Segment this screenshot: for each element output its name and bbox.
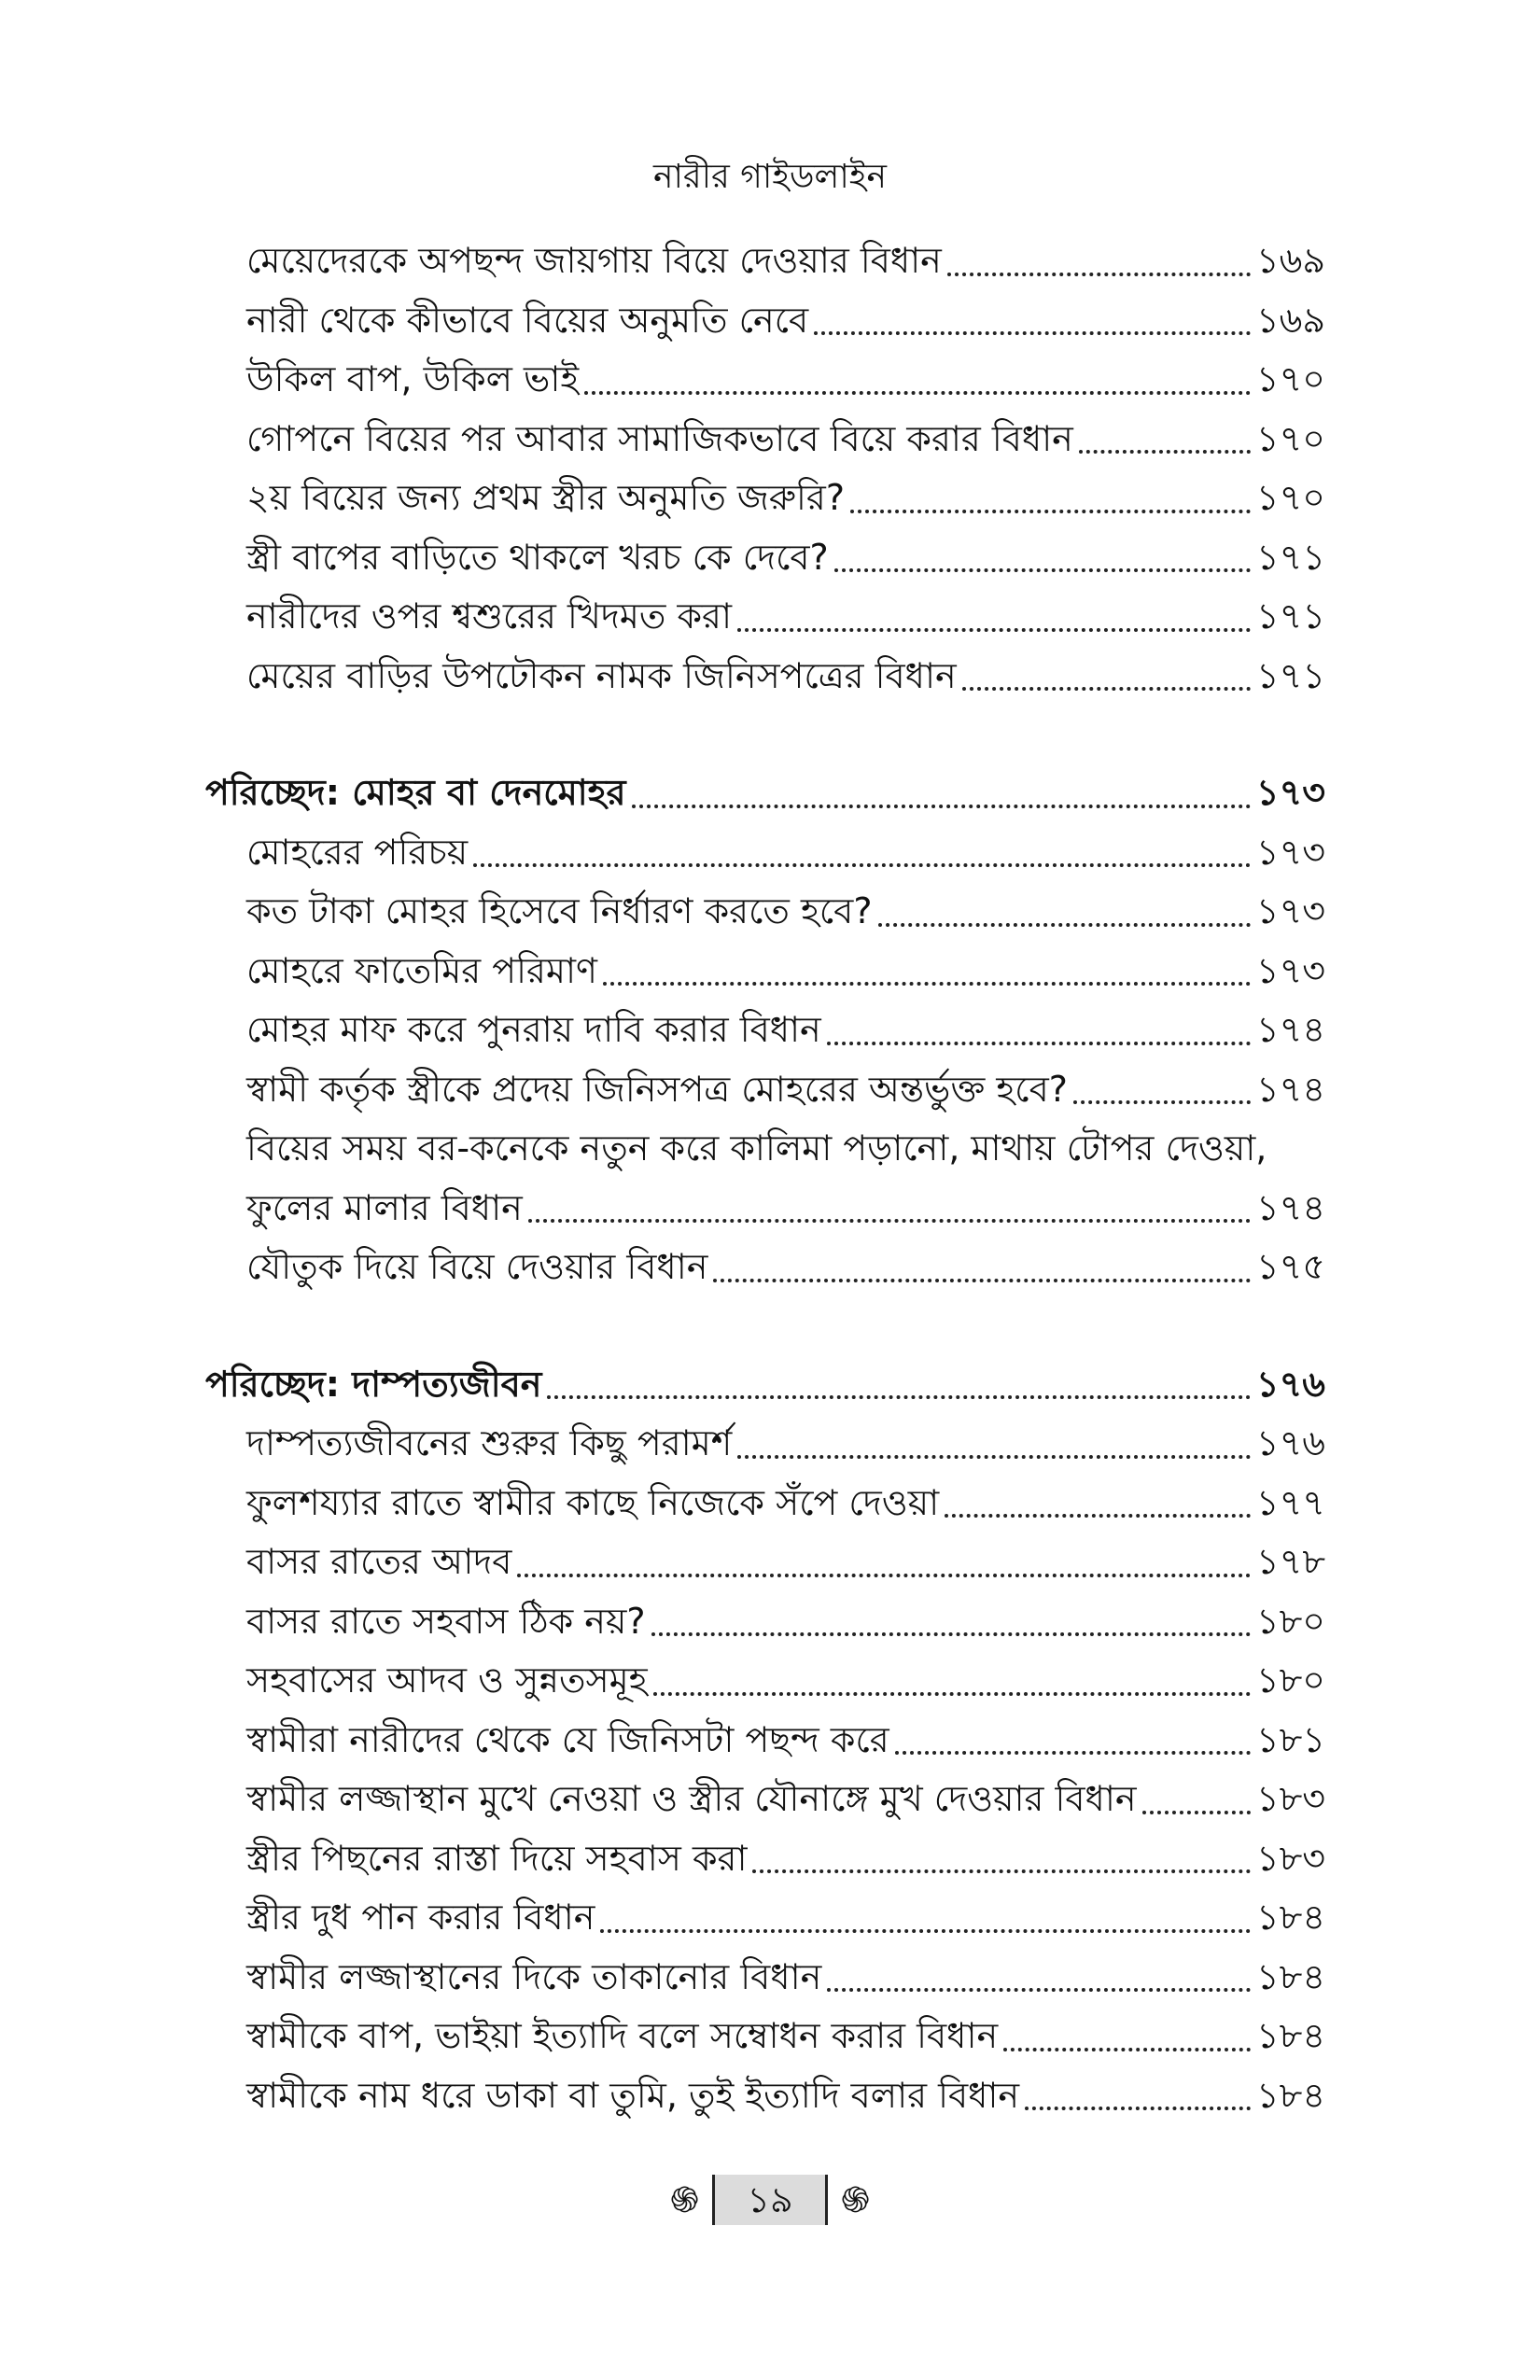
toc-entry — [205, 528, 1325, 588]
toc-entry-page: ১৭১ — [1255, 595, 1325, 637]
toc-entry-title: মোহরের পরিচয় — [246, 831, 469, 873]
toc-entry — [205, 1474, 1325, 1533]
toc-entry — [205, 1888, 1325, 1948]
toc-entry-title: কত টাকা মোহর হিসেবে নির্ধারণ করতে হবে? — [246, 890, 873, 931]
ornament-left-icon: ֍ — [669, 2179, 699, 2220]
toc-entry — [205, 1770, 1325, 1829]
toc-entry — [205, 1414, 1325, 1474]
leader-dots — [945, 1514, 1251, 1518]
chapter-page: ১৭৩ — [1255, 772, 1325, 813]
toc-entry-title-line1: বিয়ের সময় বর-কনেকে নতুন করে কালিমা পড়ানো, মাথায় টোপর দেওয়া, — [246, 1127, 1267, 1169]
leader-dots — [962, 687, 1251, 691]
toc-entry-title: ফুলশয্যার রাতে স্বামীর কাছে নিজেকে সঁপে দেওয়া — [246, 1481, 940, 1523]
toc-entry — [205, 942, 1325, 1001]
toc-entry-title: স্বামীরা নারীদের থেকে যে জিনিসটা পছন্দ করে — [246, 1718, 889, 1760]
toc-entry-page: ১৭৪ — [1255, 1186, 1325, 1228]
toc-entry-page: ১৮৪ — [1256, 1897, 1325, 1938]
toc-entry — [205, 1238, 1325, 1297]
toc-entry-title: ২য় বিয়ের জন্য প্রথম স্ত্রীর অনুমতি জরুরি? — [246, 477, 846, 518]
leader-dots — [584, 391, 1251, 395]
toc-entry-title-line2: ফুলের মালার বিধান — [246, 1186, 523, 1228]
toc-entry — [205, 587, 1325, 647]
leader-dots — [651, 1632, 1251, 1636]
toc-entry-title: উকিল বাপ, উকিল ভাই — [246, 358, 580, 399]
toc-entry-title: স্বামীকে বাপ, ভাইয়া ইত্যাদি বলে সম্বোধন করার বিধান — [246, 2015, 999, 2056]
toc-entry — [205, 1060, 1325, 1120]
toc-entry-title: মেয়ের বাড়ির উপঢৌকন নামক জিনিসপত্রের বিধান — [246, 654, 957, 696]
toc-entry — [205, 1533, 1325, 1592]
toc-entry — [205, 2007, 1325, 2066]
toc-entry-page: ১৭৫ — [1255, 1246, 1325, 1287]
toc-entry-page: ১৭৬ — [1255, 1422, 1325, 1463]
toc-entry-title: স্ত্রীর দুধ পান করার বিধান — [246, 1897, 595, 1938]
toc-entry-page: ১৭০ — [1255, 358, 1325, 399]
leader-dots — [895, 1751, 1251, 1755]
toc-entry-multiline-second — [205, 1179, 1325, 1239]
leader-dots — [528, 1219, 1251, 1223]
toc-entry — [205, 231, 1325, 291]
leader-dots — [827, 1988, 1251, 1992]
toc-entry-page: ১৭৩ — [1255, 890, 1325, 931]
leader-dots — [1003, 2048, 1251, 2051]
toc-entry-page: ১৮৩ — [1255, 1778, 1325, 1819]
toc-entry-page: ১৮৪ — [1256, 1955, 1325, 1997]
toc-entry-page: ১৬৯ — [1255, 299, 1325, 341]
toc-entry-page: ১৭৪ — [1255, 1009, 1325, 1050]
leader-dots — [603, 982, 1251, 986]
leader-dots — [878, 923, 1251, 927]
table-of-contents — [205, 231, 1325, 2125]
page-footer — [0, 2175, 1540, 2225]
toc-entry — [205, 2066, 1325, 2126]
leader-dots — [827, 1042, 1251, 1045]
toc-entry — [205, 647, 1325, 707]
toc-entry-page: ১৮১ — [1256, 1718, 1325, 1760]
leader-dots — [653, 1692, 1251, 1696]
toc-entry — [205, 410, 1325, 469]
toc-entry — [205, 1592, 1325, 1652]
toc-entry — [205, 1001, 1325, 1060]
chapter-heading — [205, 1355, 1325, 1415]
toc-entry-title: স্বামীকে নাম ধরে ডাকা বা তুমি, তুই ইত্যাদি বলার বিধান — [246, 2074, 1020, 2116]
toc-entry-page: ১৭৭ — [1255, 1481, 1325, 1523]
chapter-title: পরিচ্ছেদ: মোহর বা দেনমোহর — [205, 772, 626, 813]
toc-entry — [205, 1651, 1325, 1711]
toc-entry-multiline-first — [205, 1119, 1325, 1179]
toc-entry-title: মোহর মাফ করে পুনরায় দাবি করার বিধান — [246, 1009, 821, 1050]
toc-entry-title: গোপনে বিয়ের পর আবার সামাজিকভাবে বিয়ে করার বিধান — [246, 417, 1073, 459]
toc-entry-page: ১৬৯ — [1255, 240, 1325, 281]
chapter-page: ১৭৬ — [1255, 1363, 1325, 1405]
toc-entry-title: বাসর রাতে সহবাস ঠিক নয়? — [246, 1600, 646, 1642]
leader-dots — [1025, 2107, 1251, 2110]
toc-entry-title: বাসর রাতের আদব — [246, 1541, 512, 1582]
toc-entry — [205, 1829, 1325, 1889]
leader-dots — [600, 1929, 1251, 1933]
toc-entry-page: ১৮৪ — [1256, 2074, 1325, 2116]
leader-dots — [1142, 1811, 1251, 1814]
leader-dots — [1079, 450, 1251, 454]
toc-entry-page: ১৭১ — [1255, 654, 1325, 696]
toc-entry-page: ১৭১ — [1255, 536, 1325, 578]
leader-dots — [737, 628, 1251, 632]
toc-entry — [205, 823, 1325, 883]
toc-entry-page: ১৭৮ — [1255, 1541, 1325, 1582]
toc-entry-page: ১৭৩ — [1255, 831, 1325, 873]
toc-entry — [205, 882, 1325, 942]
toc-entry — [205, 1948, 1325, 2008]
leader-dots — [947, 273, 1251, 276]
toc-entry-page: ১৮০ — [1255, 1659, 1325, 1701]
toc-entry-title: মেয়েদেরকে অপছন্দ জায়গায় বিয়ে দেওয়ার বিধান — [246, 240, 942, 281]
leader-dots — [632, 805, 1251, 808]
leader-dots — [752, 1869, 1251, 1873]
ornament-right-icon: ֍ — [841, 2179, 871, 2220]
toc-entry-title: স্ত্রী বাপের বাড়িতে থাকলে খরচ কে দেবে? — [246, 536, 829, 578]
leader-dots — [814, 331, 1251, 335]
toc-entry — [205, 469, 1325, 528]
toc-entry-title: সহবাসের আদব ও সুন্নতসমূহ — [246, 1659, 648, 1701]
chapter-title: পরিচ্ছেদ: দাম্পত্যজীবন — [205, 1363, 542, 1405]
toc-entry-title: স্বামীর লজ্জাস্থান মুখে নেওয়া ও স্ত্রীর যৌনাঙ্গে মুখ দেওয়ার বিধান — [246, 1778, 1137, 1819]
leader-dots — [517, 1574, 1251, 1577]
toc-entry-page: ১৮০ — [1255, 1600, 1325, 1642]
toc-entry — [205, 1711, 1325, 1771]
toc-entry-title: যৌতুক দিয়ে বিয়ে দেওয়ার বিধান — [246, 1246, 708, 1287]
leader-dots — [850, 510, 1251, 513]
toc-entry-title: নারী থেকে কীভাবে বিয়ের অনুমতি নেবে — [246, 299, 809, 341]
toc-entry — [205, 350, 1325, 410]
page-number: ১৯ — [712, 2175, 828, 2225]
toc-entry-title: স্বামী কর্তৃক স্ত্রীকে প্রদেয় জিনিসপত্র মোহরের অন্তর্ভুক্ত হবে? — [246, 1068, 1068, 1110]
toc-entry-page: ১৮৩ — [1255, 1837, 1325, 1879]
toc-entry-title: নারীদের ওপর শ্বশুরের খিদমত করা — [246, 595, 732, 637]
toc-entry-title: মোহরে ফাতেমির পরিমাণ — [246, 949, 597, 991]
leader-dots — [1073, 1100, 1251, 1104]
leader-dots — [473, 863, 1251, 867]
toc-entry-title: স্ত্রীর পিছনের রাস্তা দিয়ে সহবাস করা — [246, 1837, 748, 1879]
toc-entry-title: স্বামীর লজ্জাস্থানের দিকে তাকানোর বিধান — [246, 1955, 822, 1997]
toc-entry-page: ১৭০ — [1255, 417, 1325, 459]
running-header: নারীর গাইডলাইন — [652, 158, 887, 196]
toc-entry — [205, 291, 1325, 351]
toc-entry-title: দাম্পত্যজীবনের শুরুর কিছু পরামর্শ — [246, 1422, 733, 1463]
leader-dots — [713, 1279, 1251, 1282]
leader-dots — [737, 1455, 1251, 1459]
leader-dots — [834, 568, 1251, 572]
toc-entry-page: ১৭৪ — [1255, 1068, 1325, 1110]
toc-entry-page: ১৮৪ — [1256, 2015, 1325, 2056]
chapter-heading — [205, 763, 1325, 823]
toc-entry-page: ১৭০ — [1255, 477, 1325, 518]
leader-dots — [547, 1395, 1250, 1399]
toc-entry-page: ১৭৩ — [1255, 949, 1325, 991]
